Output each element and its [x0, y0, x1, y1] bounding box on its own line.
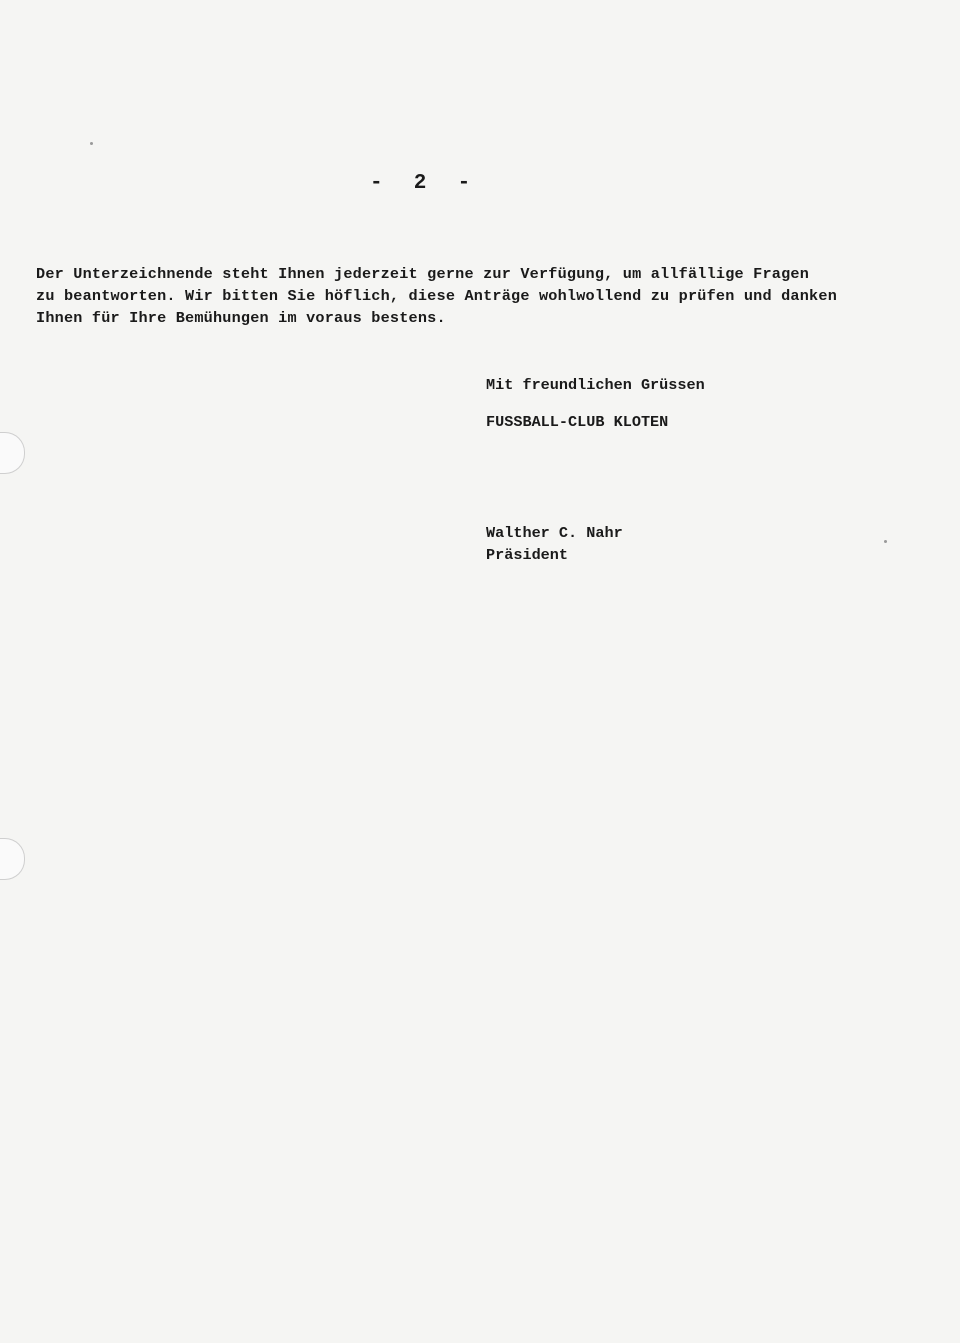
signer-name: Walther C. Nahr — [486, 524, 623, 542]
signer-title: Präsident — [486, 546, 569, 564]
signature-block — [486, 522, 623, 566]
punch-hole-lower — [0, 838, 25, 880]
club-name: FUSSBALL-CLUB KLOTEN — [486, 413, 669, 431]
paper-speck — [884, 540, 887, 543]
body-line: zu beantworten. Wir bitten Sie höflich, diese Anträge wohlwollend zu prüfen und danken — [36, 287, 838, 305]
punch-hole-upper — [0, 432, 25, 474]
body-line: Ihnen für Ihre Bemühungen im voraus bestens. — [36, 309, 446, 327]
body-line: Der Unterzeichnende steht Ihnen jederzeit gerne zur Verfügung, um allfällige Fragen — [36, 265, 810, 283]
paper-speck — [90, 142, 93, 145]
page-number: - 2 - — [370, 172, 473, 195]
closing-salutation: Mit freundlichen Grüssen — [486, 376, 705, 394]
body-paragraph — [36, 263, 946, 329]
